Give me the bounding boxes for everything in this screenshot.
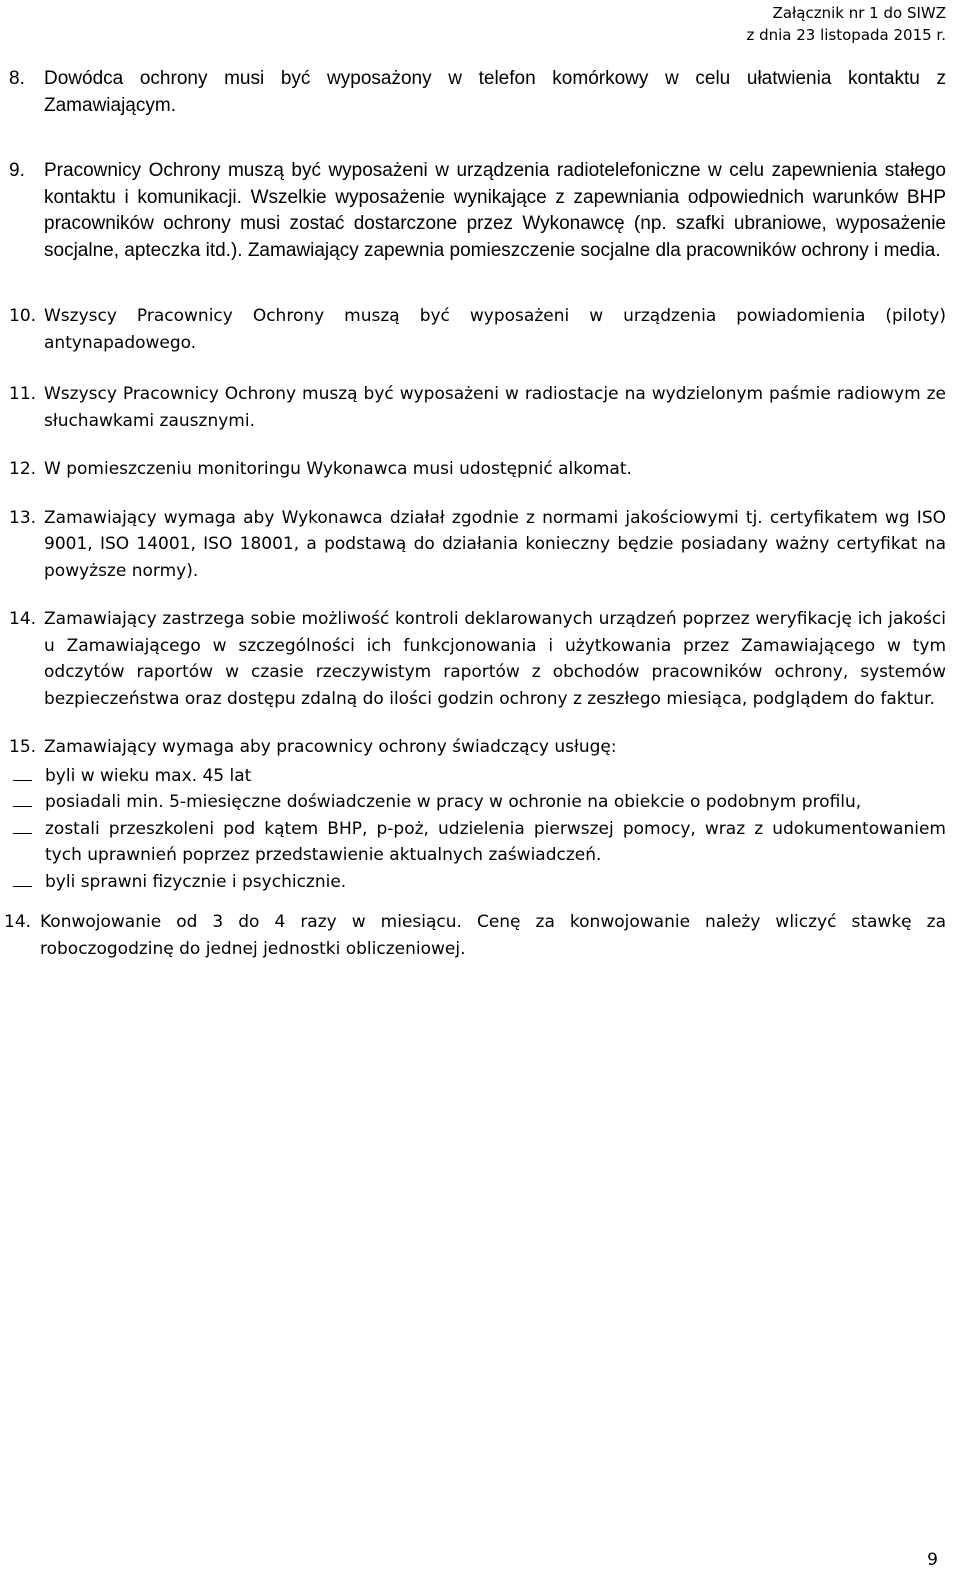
dash-bullet-icon xyxy=(13,780,32,781)
item-text: W pomieszczeniu monitoringu Wykonawca musi udostępnić alkomat. xyxy=(44,459,632,479)
item-text: Pracownicy Ochrony muszą być wyposażeni w urządzenia radiotelefoniczne w celu zapewnienia stałego kontaktu i komunikacji. Wszelkie wyposażenie wynikające z zapewniania odpowiednich warunków BHP pracowników ochrony musi zostać dostarczone przez Wykonawcę (np. szafki ubraniowe, wyposażenie socjalne, apteczka itd.). Zamawiający zapewnia pomieszczenie socjalne dla pracowników ochrony i media. xyxy=(44,160,946,261)
item-number: 15. xyxy=(9,737,37,757)
requirement-item xyxy=(0,816,946,869)
list-item-10 xyxy=(0,303,960,356)
list-item-13 xyxy=(0,505,960,585)
item-number: 14. xyxy=(9,609,37,629)
item-text: Zamawiający wymaga aby Wykonawca działał zgodnie z normami jakościowymi tj. certyfikatem wg ISO 9001, ISO 14001, ISO 18001, a podstawą do działania konieczny będzie posiadany ważny certyfikat na powyższe normy). xyxy=(44,507,946,581)
requirements-list xyxy=(0,763,946,896)
document-body xyxy=(0,66,960,962)
list-item-14-convoy xyxy=(0,909,960,962)
item-text: Wszyscy Pracownicy Ochrony muszą być wyposażeni w urządzenia powiadomienia (piloty) antynapadowego. xyxy=(44,306,946,353)
header-date-line: z dnia 23 listopada 2015 r. xyxy=(746,26,946,44)
item-number: 11. xyxy=(9,384,37,404)
header-attachment-line: Załącznik nr 1 do SIWZ xyxy=(772,4,946,22)
requirement-text: posiadali min. 5-miesięczne doświadczenie w pracy w ochronie na obiekcie o podobnym profilu, xyxy=(45,792,862,812)
requirement-item xyxy=(0,789,946,816)
list-item-8 xyxy=(0,66,960,119)
item-number: 14. xyxy=(4,912,32,932)
document-header xyxy=(746,2,946,46)
dash-bullet-icon xyxy=(13,886,32,887)
list-item-14 xyxy=(0,606,960,712)
page-number: 9 xyxy=(927,1550,938,1570)
item-text: Konwojowanie od 3 do 4 razy w miesiącu. Cenę za konwojowanie należy wliczyć stawkę za roboczogodzinę do jednej jednostki obliczeniowej. xyxy=(40,912,946,959)
requirement-item xyxy=(0,763,946,790)
list-item-9 xyxy=(0,158,960,264)
item-number: 9. xyxy=(9,160,25,181)
dash-bullet-icon xyxy=(13,833,32,834)
item-text: Zamawiający zastrzega sobie możliwość kontroli deklarowanych urządzeń poprzez weryfikację ich jakości u Zamawiającego w szczególności ich funkcjonowania i użytkowania przez Zamawiającego w tym odczytów raportów w czasie rzeczywistym raportów z obchodów pracowników ochrony, systemów bezpieczeństwa oraz dostępu zdalną do ilości godzin ochrony z zeszłego miesiąca, podglądem do faktur. xyxy=(44,609,946,709)
list-item-15 xyxy=(0,734,960,895)
dash-bullet-icon xyxy=(13,806,32,807)
requirement-text: byli sprawni fizycznie i psychicznie. xyxy=(45,871,347,892)
item-number: 12. xyxy=(9,459,37,479)
list-item-12 xyxy=(0,456,960,483)
item-number: 10. xyxy=(9,306,37,326)
item-number: 8. xyxy=(9,68,25,89)
requirement-item xyxy=(0,869,946,896)
item-text: Zamawiający wymaga aby pracownicy ochrony świadczący usługę: xyxy=(44,737,617,757)
item-number: 13. xyxy=(9,507,37,528)
requirement-text: byli w wieku max. 45 lat xyxy=(45,765,252,786)
list-item-11 xyxy=(0,381,960,434)
requirement-text: zostali przeszkoleni pod kątem BHP, p-poż, udzielenia pierwszej pomocy, wraz z udokumentowaniem tych uprawnień poprzez przedstawienie aktualnych zaświadczeń. xyxy=(45,818,946,865)
item-text: Wszyscy Pracownicy Ochrony muszą być wyposażeni w radiostacje na wydzielonym paśmie radiowym ze słuchawkami zausznymi. xyxy=(44,384,946,431)
item-text: Dowódca ochrony musi być wyposażony w telefon komórkowy w celu ułatwienia kontaktu z Zamawiającym. xyxy=(44,68,946,116)
